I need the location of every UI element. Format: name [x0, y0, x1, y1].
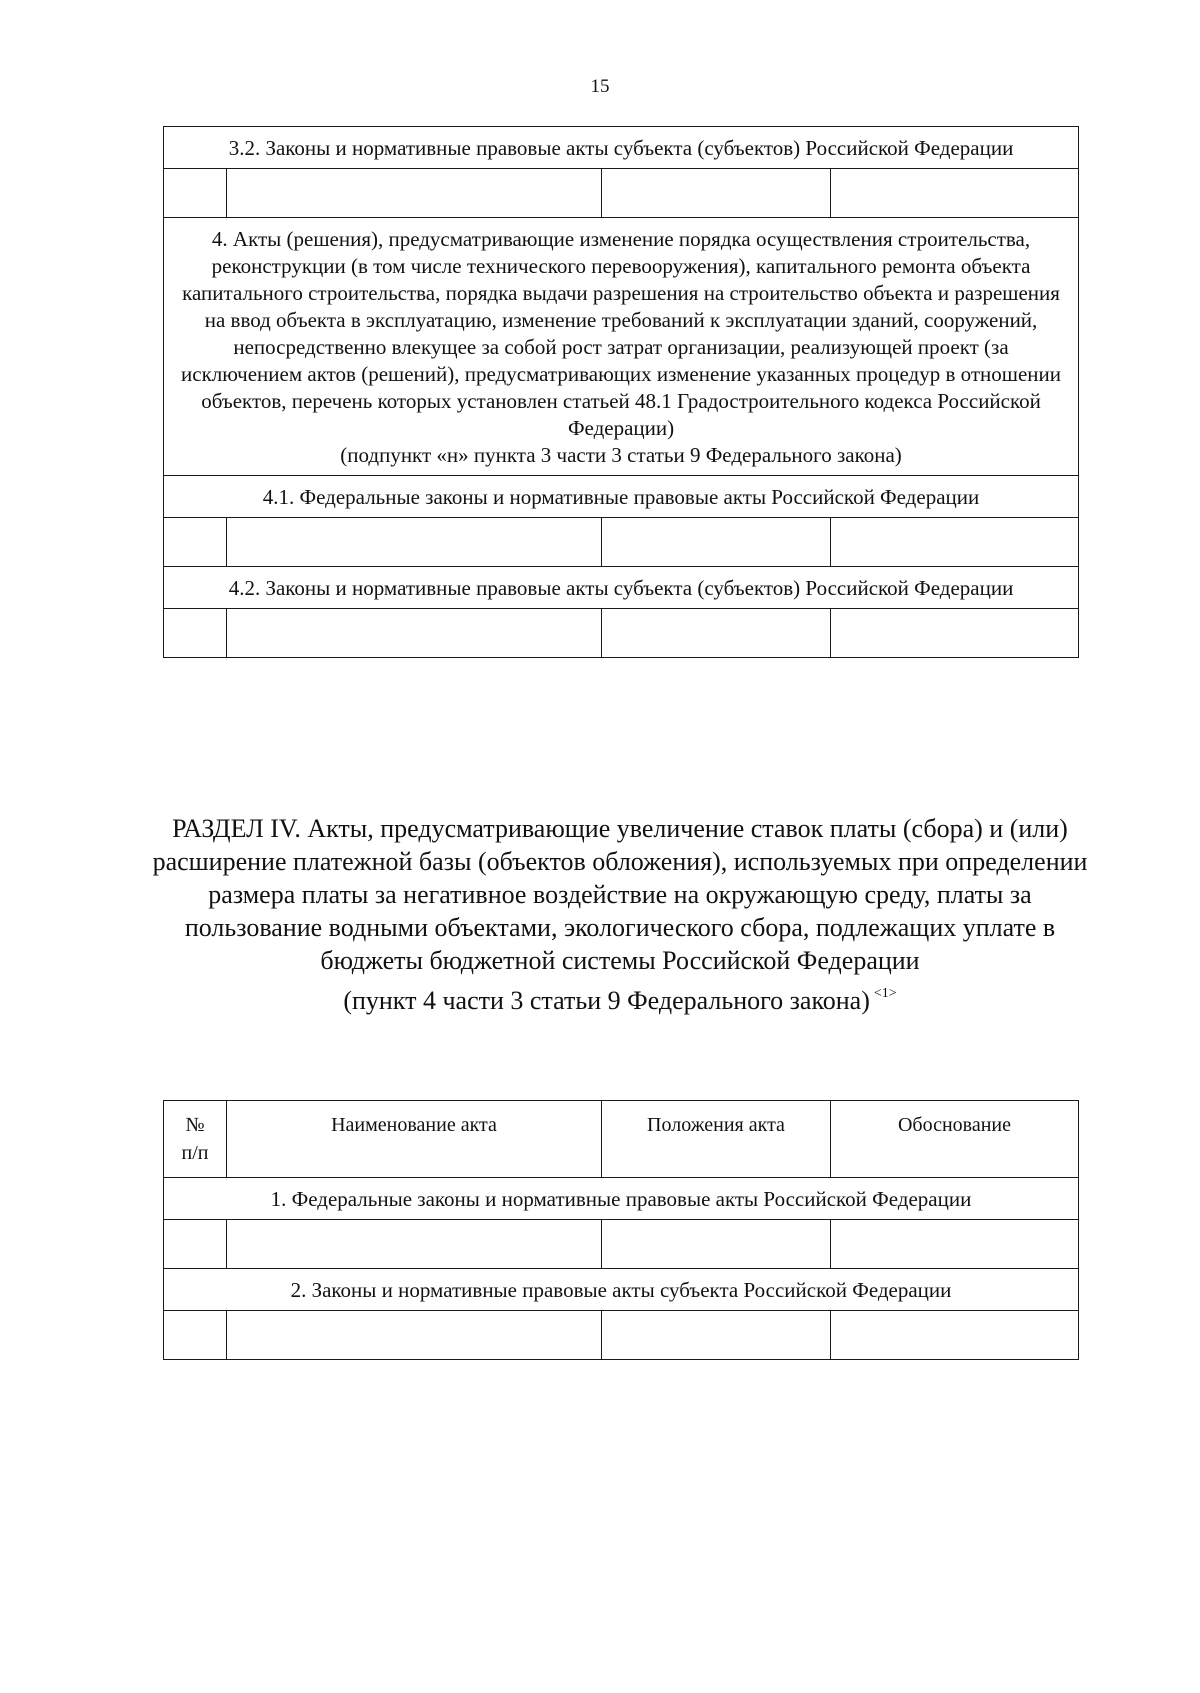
acts-table-section-3-4: [163, 126, 1079, 658]
cell-number: [164, 609, 227, 658]
section-iv-reference-line: [140, 977, 1100, 1017]
table-section-row: [164, 567, 1079, 609]
section-4-reference: (подпункт «н» пункта 3 части 3 статьи 9 Федерального закона): [340, 443, 902, 467]
page-number: 15: [590, 76, 610, 97]
table-row: [164, 1311, 1079, 1360]
header-act-basis: Обоснование: [831, 1101, 1079, 1178]
table-row: [164, 1220, 1079, 1269]
table-section-row: [164, 1178, 1079, 1220]
header-number: [164, 1101, 227, 1178]
cell-act-provisions: [602, 1220, 831, 1269]
section-4-description: 4. Акты (решения), предусматривающие изменение порядка осуществления строительства, реконструкции (в том числе технического перевооружения), капитального ремонта объекта капитального строительства, порядка выдачи разрешения на строительство объекта и разрешения на ввод объекта в эксплуатацию, изменение требований к эксплуатации зданий, сооружений, непосредственно влекущее за собой рост затрат организации, реализующей проект (за исключением актов (решений), предусматривающих изменение указанных процедур в отношении объектов, перечень которых установлен статьей 48.1 Градостроительного кодекса Российской Федерации): [181, 227, 1061, 440]
header-number-sign: №: [185, 1114, 205, 1136]
section-iv-reference: (пункт 4 части 3 статьи 9 Федерального закона): [343, 986, 870, 1015]
cell-act-name: [227, 1311, 602, 1360]
section-title-3-2: 3.2. Законы и нормативные правовые акты субъекта (субъектов) Российской Федерации: [164, 127, 1079, 169]
cell-act-basis: [831, 609, 1079, 658]
table-header-row: [164, 1101, 1079, 1178]
cell-act-name: [227, 169, 602, 218]
header-act-provisions: Положения акта: [602, 1101, 831, 1178]
header-number-abbrev: п/п: [181, 1142, 209, 1164]
table-row: [164, 609, 1079, 658]
cell-act-name: [227, 1220, 602, 1269]
table-section-row: [164, 218, 1079, 476]
cell-number: [164, 169, 227, 218]
cell-act-name: [227, 609, 602, 658]
section-title-iv-1: 1. Федеральные законы и нормативные правовые акты Российской Федерации: [164, 1178, 1079, 1220]
section-title-iv-2: 2. Законы и нормативные правовые акты субъекта Российской Федерации: [164, 1269, 1079, 1311]
table-row: [164, 169, 1079, 218]
cell-act-name: [227, 518, 602, 567]
section-title-4-2: 4.2. Законы и нормативные правовые акты субъекта (субъектов) Российской Федерации: [164, 567, 1079, 609]
section-title-4-1: 4.1. Федеральные законы и нормативные правовые акты Российской Федерации: [164, 476, 1079, 518]
cell-act-basis: [831, 518, 1079, 567]
footnote-reference[interactable]: <1>: [873, 986, 897, 1001]
cell-number: [164, 1311, 227, 1360]
section-iv-title: РАЗДЕЛ IV. Акты, предусматривающие увеличение ставок платы (сбора) и (или) расширение платежной базы (объектов обложения), используемых при определении размера платы за негативное воздействие на окружающую среду, платы за пользование водными объектами, экологического сбора, подлежащих уплате в бюджеты бюджетной системы Российской Федерации: [152, 814, 1088, 975]
cell-act-basis: [831, 1311, 1079, 1360]
cell-act-basis: [831, 169, 1079, 218]
cell-act-provisions: [602, 169, 831, 218]
table-section-row: [164, 1269, 1079, 1311]
section-title-4: [164, 218, 1079, 476]
cell-act-provisions: [602, 1311, 831, 1360]
header-act-name: Наименование акта: [227, 1101, 602, 1178]
cell-act-basis: [831, 1220, 1079, 1269]
section-iv-heading: [140, 812, 1100, 1017]
cell-act-provisions: [602, 609, 831, 658]
cell-number: [164, 1220, 227, 1269]
cell-act-provisions: [602, 518, 831, 567]
acts-table-section-iv: [163, 1100, 1079, 1360]
table-section-row: [164, 127, 1079, 169]
cell-number: [164, 518, 227, 567]
table-section-row: [164, 476, 1079, 518]
table-row: [164, 518, 1079, 567]
